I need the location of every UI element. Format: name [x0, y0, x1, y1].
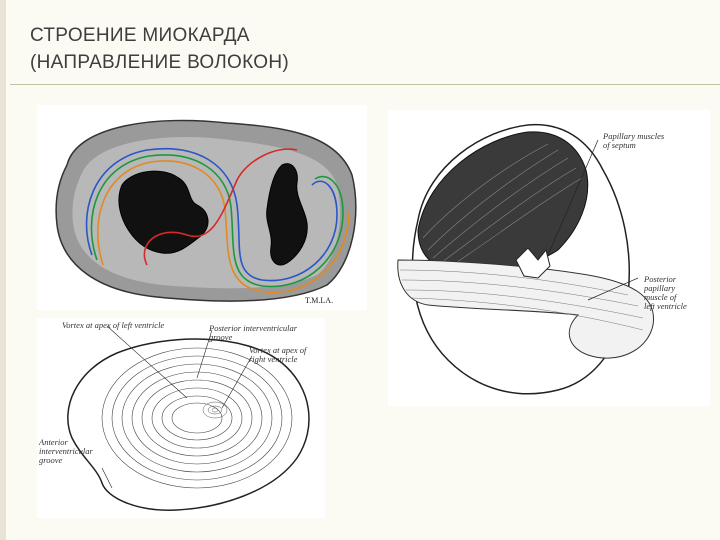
- title-divider: [10, 84, 720, 85]
- label-anterior-groove: [39, 438, 93, 465]
- label-vortex-right-line-1: Vortex at apex of: [249, 345, 307, 355]
- cross-section-drawing: [37, 105, 367, 310]
- label-anterior-groove-line-2: interventricular: [39, 446, 93, 456]
- label-posterior-groove-line-1: Posterior interventricular: [209, 323, 298, 333]
- papillary-muscles-drawing: [388, 110, 710, 406]
- myocardium-cross-section-figure: [37, 105, 367, 310]
- label-vortex-right: [249, 346, 306, 364]
- label-posterior-groove-line-2: groove: [209, 332, 233, 342]
- slide-title: [30, 22, 690, 76]
- label-posterior-groove: [209, 324, 297, 342]
- label-posterior-line-4: left ventricle: [644, 301, 687, 311]
- label-papillary-septum: [603, 132, 664, 150]
- label-papillary-septum-line-1: Papillary muscles: [603, 131, 665, 141]
- label-posterior-line-2: papillary: [644, 283, 676, 293]
- apex-vortex-figure: [37, 318, 325, 518]
- label-anterior-groove-line-1: Anterior: [39, 437, 68, 447]
- figure-signature: T.M.LA.: [305, 296, 334, 305]
- label-posterior-line-3: muscle of: [644, 292, 677, 302]
- slide-title-line-1: СТРОЕНИЕ МИОКАРДА: [30, 25, 250, 46]
- label-papillary-septum-line-2: of septum: [603, 140, 636, 150]
- slide-title-line-2: (НАПРАВЛЕНИЕ ВОЛОКОН): [30, 52, 290, 73]
- papillary-muscles-figure: [388, 110, 710, 406]
- label-vortex-left: Vortex at apex of left ventricle: [62, 320, 165, 330]
- label-posterior-line-1: Posterior: [644, 274, 677, 284]
- label-posterior-papillary: [644, 275, 687, 311]
- label-vortex-right-line-2: right ventricle: [249, 354, 298, 364]
- label-anterior-groove-line-3: groove: [39, 455, 63, 465]
